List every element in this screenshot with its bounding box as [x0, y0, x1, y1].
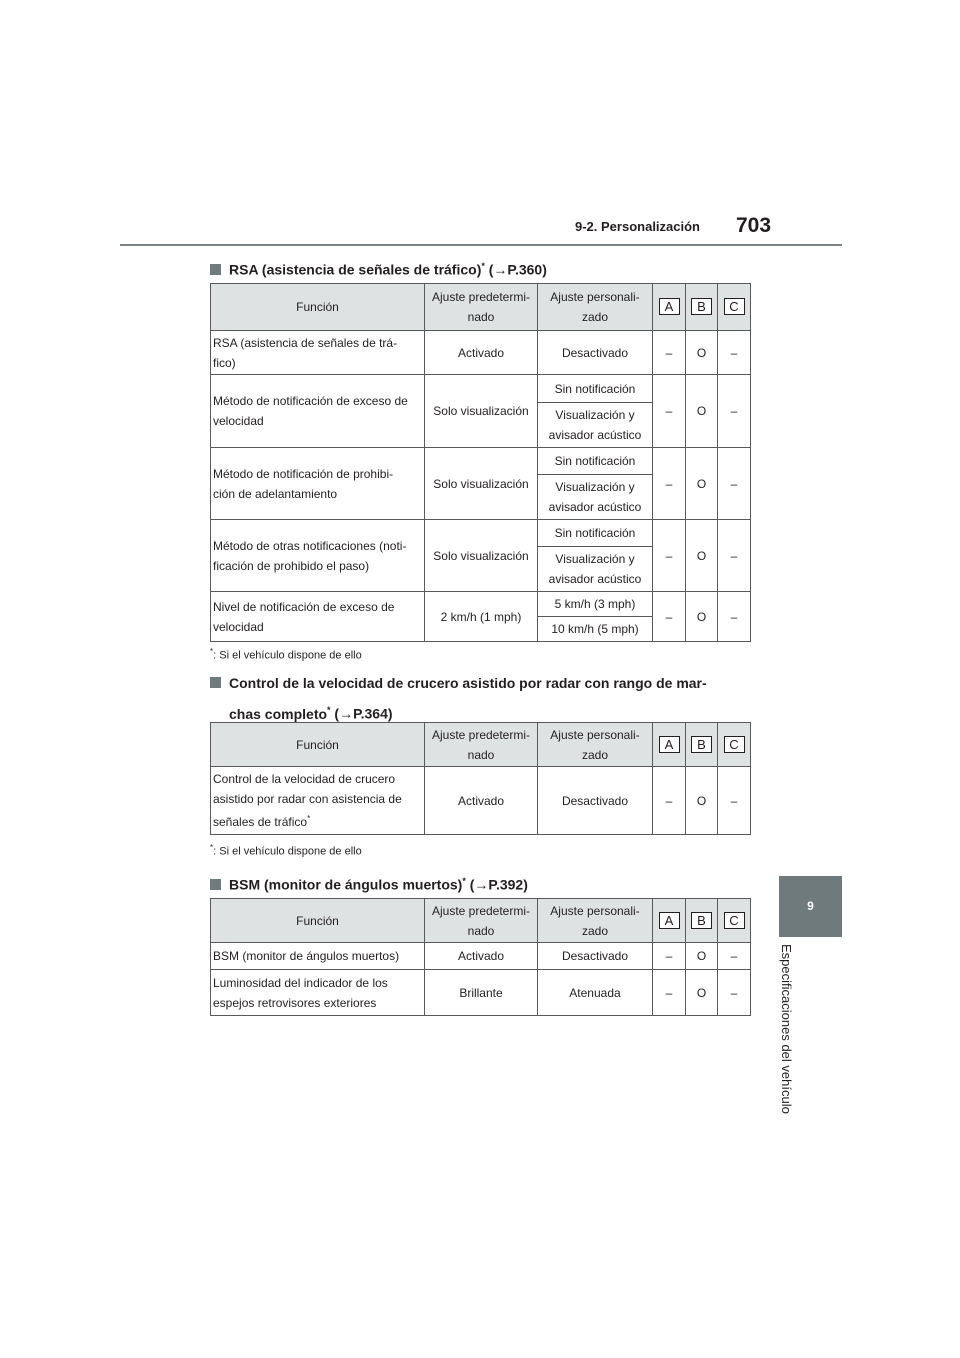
cell-default: Activado [425, 767, 538, 835]
cell-custom: Sin notificación [538, 375, 653, 403]
cell-b: O [686, 331, 718, 375]
table-row [211, 943, 751, 970]
header-a: A [653, 899, 686, 943]
cell-function: Método de otras notificaciones (noti- ficación de prohibido el paso) [211, 520, 425, 592]
cell-c: – [718, 375, 751, 448]
cell-default: Solo visualización [425, 520, 538, 592]
cell-c: – [718, 767, 751, 835]
page-reference: (→P.392) [465, 876, 528, 893]
header-b: B [686, 284, 718, 331]
cell-c: – [718, 331, 751, 375]
section-heading-rsa [210, 253, 750, 284]
header-function: Función [211, 284, 425, 331]
cell-c: – [718, 592, 751, 642]
header-default: Ajuste predetermi- nado [425, 899, 538, 943]
cell-function: Método de notificación de prohibi- ción de adelantamiento [211, 448, 425, 520]
page-number: 703 [736, 214, 772, 237]
cell-default: Solo visualización [425, 375, 538, 448]
header-function: Función [211, 723, 425, 767]
table-rsa [210, 283, 751, 642]
cell-a: – [653, 448, 686, 520]
chapter-label [770, 944, 820, 1144]
cell-a: – [653, 970, 686, 1016]
footnote-marker: * [462, 876, 466, 886]
table-header-row [211, 899, 751, 943]
cell-b: O [686, 448, 718, 520]
cell-custom: Atenuada [538, 970, 653, 1016]
cell-a: – [653, 592, 686, 642]
table-bsm [210, 898, 751, 1016]
header-c: C [718, 723, 751, 767]
cell-custom: Visualización y avisador acústico [538, 475, 653, 520]
heading-text: chas completo [229, 705, 328, 722]
cell-function: Control de la velocidad de crucero asistido por radar con asistencia de señales de tráfico* [211, 767, 425, 835]
cell-custom: Visualización y avisador acústico [538, 403, 653, 448]
cell-default: 2 km/h (1 mph) [425, 592, 538, 642]
table-row [211, 375, 751, 403]
table-row [211, 767, 751, 835]
header-c: C [718, 899, 751, 943]
cell-b: O [686, 520, 718, 592]
footnote: *: Si el vehículo dispone de ello [210, 647, 362, 662]
cell-default: Activado [425, 331, 538, 375]
heading-text: Control de la velocidad de crucero asistido por radar con rango de mar- [229, 675, 707, 691]
cell-custom: Desactivado [538, 767, 653, 835]
header-b: B [686, 899, 718, 943]
cell-c: – [718, 970, 751, 1016]
header-c: C [718, 284, 751, 331]
table-row [211, 448, 751, 475]
heading-text: BSM (monitor de ángulos muertos) [229, 876, 463, 893]
cell-c: – [718, 943, 751, 970]
cell-a: – [653, 943, 686, 970]
cell-b: O [686, 592, 718, 642]
cell-b: O [686, 767, 718, 835]
cell-custom: Sin notificación [538, 448, 653, 475]
square-bullet-icon [210, 879, 221, 890]
cell-b: O [686, 970, 718, 1016]
table-cruise [210, 722, 751, 835]
cell-function: Método de notificación de exceso de velocidad [211, 375, 425, 448]
section-title: 9-2. Personalización [575, 219, 700, 234]
cell-b: O [686, 375, 718, 448]
footnote-marker: * [481, 261, 485, 271]
table-row [211, 970, 751, 1016]
cell-a: – [653, 767, 686, 835]
footnote-marker: * [327, 705, 331, 715]
header-b: B [686, 723, 718, 767]
header-a: A [653, 723, 686, 767]
heading-text: RSA (asistencia de señales de tráfico) [229, 261, 482, 278]
table-header-row [211, 284, 751, 331]
header-default: Ajuste predetermi- nado [425, 284, 538, 331]
section-heading-cruise [210, 670, 750, 728]
cell-custom: Visualización y avisador acústico [538, 547, 653, 592]
header-custom: Ajuste personali- zado [538, 723, 653, 767]
cell-b: O [686, 943, 718, 970]
cell-function: BSM (monitor de ángulos muertos) [211, 943, 425, 970]
page-reference: (→P.364) [330, 705, 393, 722]
table-row [211, 520, 751, 547]
header-custom: Ajuste personali- zado [538, 284, 653, 331]
table-row [211, 331, 751, 375]
footnote: *: Si el vehículo dispone de ello [210, 843, 362, 858]
cell-custom: 5 km/h (3 mph) [538, 592, 653, 617]
cell-c: – [718, 448, 751, 520]
cell-a: – [653, 331, 686, 375]
cell-custom: Sin notificación [538, 520, 653, 547]
square-bullet-icon [210, 677, 221, 688]
chapter-tab: 9 [779, 876, 842, 937]
table-header-row [211, 723, 751, 767]
square-bullet-icon [210, 264, 221, 275]
cell-custom: Desactivado [538, 943, 653, 970]
table-row [211, 592, 751, 617]
cell-a: – [653, 520, 686, 592]
section-heading-bsm [210, 868, 750, 899]
header-custom: Ajuste personali- zado [538, 899, 653, 943]
chapter-label-text: Especificaciones del vehículo [779, 944, 794, 1114]
cell-function: RSA (asistencia de señales de trá- fico) [211, 331, 425, 375]
cell-c: – [718, 520, 751, 592]
cell-custom: 10 km/h (5 mph) [538, 617, 653, 642]
cell-default: Brillante [425, 970, 538, 1016]
cell-function: Luminosidad del indicador de los espejos retrovisores exteriores [211, 970, 425, 1016]
page-reference: (→P.360) [484, 261, 547, 278]
header-default: Ajuste predetermi- nado [425, 723, 538, 767]
cell-a: – [653, 375, 686, 448]
header-rule [120, 244, 842, 246]
cell-default: Activado [425, 943, 538, 970]
cell-custom: Desactivado [538, 331, 653, 375]
header-a: A [653, 284, 686, 331]
cell-function: Nivel de notificación de exceso de velocidad [211, 592, 425, 642]
cell-default: Solo visualización [425, 448, 538, 520]
header-function: Función [211, 899, 425, 943]
